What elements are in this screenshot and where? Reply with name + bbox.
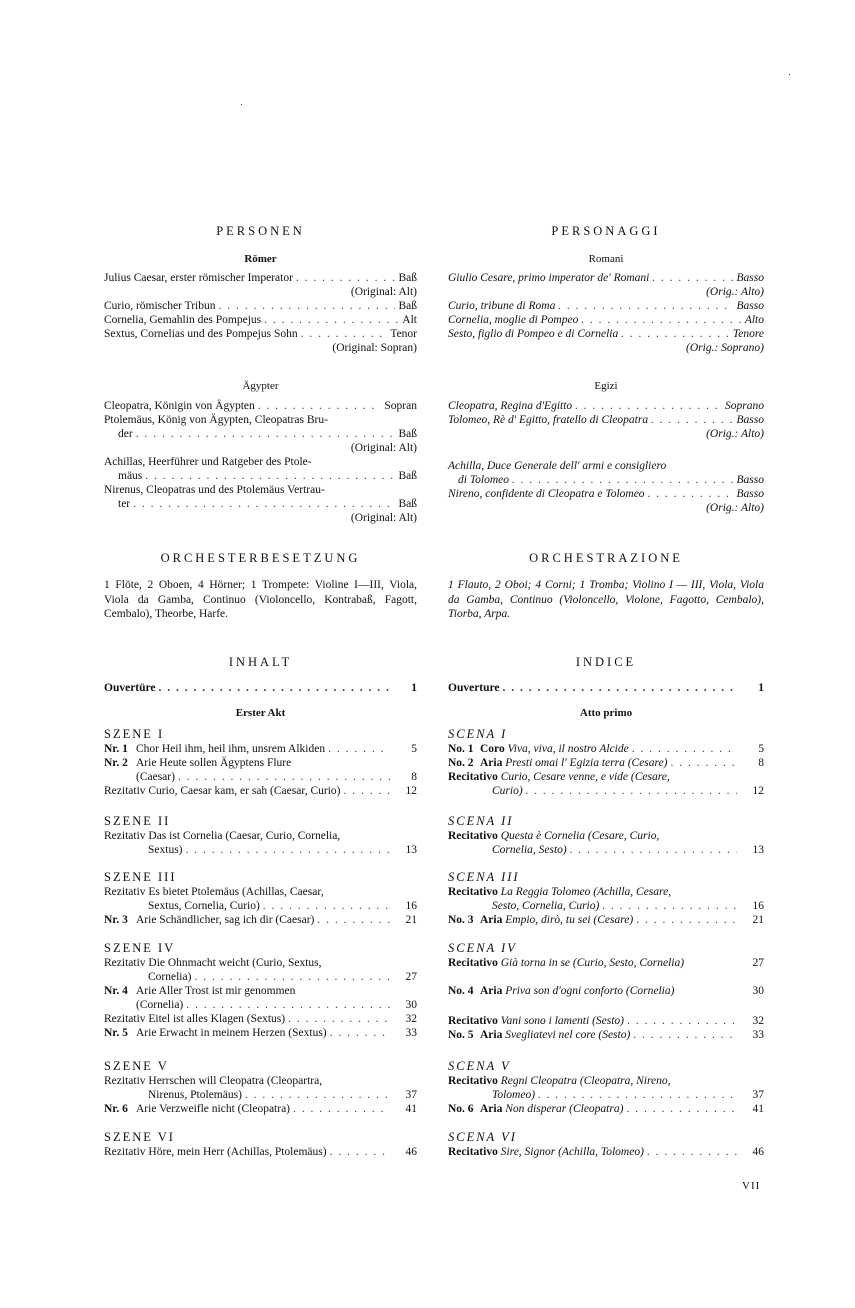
piece-type: Recitativo [448, 1015, 498, 1027]
toc-label: Arie Aller Trost ist mir genommen [136, 985, 296, 997]
toc-entry-continued [104, 998, 417, 1012]
toc-label: Non disperar (Cleopatra) [505, 1103, 624, 1115]
toc-label: Sextus) [148, 844, 183, 856]
page-number: 8 [411, 771, 417, 783]
toc-label: (Caesar) [136, 771, 175, 783]
page-number: 27 [405, 971, 417, 983]
number-label: Nr. 2 [104, 757, 128, 769]
role-name: Giulio Cesare, primo imperator de' Romani [448, 272, 650, 284]
role-name: Achillas, Heerführer und Ratgeber des Ptole- [104, 456, 312, 468]
role-name: Achilla, Duce Generale dell' armi e consigliero [448, 460, 667, 472]
voice-type: Basso [736, 300, 764, 312]
piece-type: Aria [480, 1029, 503, 1041]
page-number: 12 [752, 785, 764, 797]
page-number: 16 [752, 900, 764, 912]
toc-entry-continued [104, 970, 417, 984]
toc-entry-continued [104, 843, 417, 857]
cast-entry-continued [104, 427, 417, 441]
original-voice-note: (Orig.: Alto) [706, 286, 764, 298]
scene-heading: SZENE I [104, 727, 165, 741]
toc-label: Curio) [492, 785, 523, 797]
scene-heading: SCENA IV [448, 941, 517, 955]
piece-type: Recitativo [448, 886, 498, 898]
original-voice-note: (Original: Alt) [350, 442, 417, 454]
voice-type: Baß [398, 272, 417, 284]
toc-label: La Reggia Tolomeo (Achilla, Cesare, [500, 886, 672, 898]
voice-type: Basso [736, 488, 764, 500]
voice-type: Soprano [725, 400, 764, 412]
toc-entry [448, 770, 764, 784]
toc-label: Arie Erwacht in meinem Herzen (Sextus) [136, 1027, 327, 1039]
toc-label: Rezitativ Das ist Cornelia (Caesar, Curio, Cornelia, [104, 830, 341, 842]
page-number: 32 [405, 1013, 417, 1025]
page-number: 21 [752, 914, 764, 926]
number-label: No. 5 [448, 1029, 474, 1041]
toc-entry [448, 913, 764, 927]
toc-entry [104, 984, 417, 998]
orchestrazione-title: ORCHESTRAZIONE [529, 551, 683, 565]
page-number: 13 [405, 844, 417, 856]
toc-entry [448, 1028, 764, 1042]
voice-type: Basso [736, 474, 764, 486]
page-number: 13 [752, 844, 764, 856]
cast-entry [448, 299, 764, 313]
toc-scene-5 [104, 1059, 417, 1116]
page-number: 1 [411, 682, 417, 694]
toc-label: Cornelia, Sesto) [492, 844, 567, 856]
orchester-title: ORCHESTERBESETZUNG [160, 551, 361, 565]
piece-type: Recitativo [448, 830, 498, 842]
piece-type: Aria [480, 757, 503, 769]
original-voice-note: (Orig.: Alto) [706, 428, 764, 440]
toc-label: Viva, viva, il nostro Alcide [507, 743, 629, 755]
piece-type: Recitativo [448, 1146, 498, 1158]
cast-entry [448, 327, 764, 341]
role-name: Cornelia, moglie di Pompeo [448, 314, 579, 326]
role-name: der [118, 428, 133, 440]
toc-scene-4 [104, 941, 417, 1040]
orchestration-text: 1 Flauto, 2 Oboi; 4 Corni; 1 Tromba; Violino I — III, Viola, Viola da Gamba, Continuo (Violoncello, Violone, Fagotto, Cembalo), Tiorba, Arpa. [448, 579, 764, 620]
voice-type: Basso [736, 272, 764, 284]
page-number: 30 [752, 985, 764, 997]
scene-heading: SZENE III [104, 870, 177, 884]
toc-overture [104, 681, 417, 695]
scene-heading: SZENE II [104, 814, 171, 828]
number-label: Nr. 5 [104, 1027, 128, 1039]
toc-entry [104, 829, 417, 843]
toc-label: Curio, Cesare venne, e vide (Cesare, [500, 771, 670, 783]
toc-label: Rezitativ Höre, mein Herr (Achillas, Ptolemäus) [104, 1146, 327, 1158]
toc-scene-3 [448, 870, 764, 927]
original-voice-note: (Original: Sopran) [332, 342, 417, 354]
toc-label: Vani sono i lamenti (Sesto) [500, 1015, 624, 1027]
voice-type: Tenor [390, 328, 417, 340]
toc-label: Presti omai l' Egizia terra (Cesare) [505, 757, 668, 769]
voice-type: Basso [736, 414, 764, 426]
romans-heading: Römer [244, 253, 277, 265]
inhalt-title: INHALT [228, 655, 293, 669]
toc-label: Questa è Cornelia (Cesare, Curio, [500, 830, 660, 842]
role-name: Ptolemäus, König von Ägypten, Cleopatras Bru- [104, 414, 328, 426]
original-voice-note: (Original: Alt) [350, 512, 417, 524]
original-voice-note: (Original: Alt) [350, 286, 417, 298]
original-voice-note: (Orig.: Alto) [706, 502, 764, 514]
toc-entry [104, 1145, 417, 1159]
cast-entry-continued [448, 473, 764, 487]
cast-entry [448, 459, 764, 473]
role-name: Cleopatra, Königin von Ägypten [104, 400, 255, 412]
toc-label: Arie Verzweifle nicht (Cleopatra) [136, 1103, 291, 1115]
toc-label: Rezitativ Curio, Caesar kam, er sah (Caesar, Curio) [104, 785, 341, 797]
scan-speck [789, 74, 790, 75]
personaggi-title: PERSONAGGI [551, 224, 661, 238]
piece-type: Recitativo [448, 1075, 498, 1087]
page-number: 27 [752, 957, 764, 969]
egyptians-heading: Ägypter [242, 380, 279, 392]
piece-type: Recitativo [448, 957, 498, 969]
cast-list-romans [104, 271, 417, 355]
toc-label: Già torna in se (Curio, Sesto, Cornelia) [500, 957, 685, 969]
cast-entry [448, 399, 764, 413]
toc-entry [448, 984, 764, 998]
number-label: No. 4 [448, 985, 474, 997]
toc-entry-continued [104, 770, 417, 784]
act-heading: Erster Akt [235, 707, 286, 719]
page-number: 33 [405, 1027, 417, 1039]
page-number: 46 [752, 1146, 764, 1158]
role-name: Nireno, confidente di Cleopatra e Tolomeo [448, 488, 645, 500]
page-number: 1 [758, 682, 764, 694]
piece-type: Recitativo [448, 771, 498, 783]
toc-label: Rezitativ Die Ohnmacht weicht (Curio, Sextus, [104, 957, 322, 969]
toc-label: Arie Schändlicher, sag ich dir (Caesar) [136, 914, 315, 926]
piece-type: Aria [480, 914, 503, 926]
voice-type: Baß [398, 470, 417, 482]
toc-entry [104, 913, 417, 927]
number-label: No. 3 [448, 914, 474, 926]
role-name: Julius Caesar, erster römischer Imperator [104, 272, 293, 284]
page-number: 41 [752, 1103, 764, 1115]
cast-entry [448, 487, 764, 501]
number-label: No. 1 [448, 743, 474, 755]
right-column [448, 0, 764, 1308]
toc-label: (Cornelia) [136, 999, 184, 1011]
page-number: 21 [405, 914, 417, 926]
voice-type: Baß [398, 498, 417, 510]
toc-entry [104, 1026, 417, 1040]
scene-heading: SCENA III [448, 870, 520, 884]
toc-scene-1 [104, 727, 417, 798]
toc-overture [448, 681, 764, 695]
toc-entry-continued [448, 784, 764, 798]
number-label: No. 2 [448, 757, 474, 769]
number-label: Nr. 4 [104, 985, 128, 997]
toc-label: Rezitativ Eitel ist alles Klagen (Sextus) [104, 1013, 286, 1025]
toc-entry [448, 1074, 764, 1088]
toc-label: Ouverture [448, 682, 500, 694]
toc-scene-1 [448, 727, 764, 798]
number-label: Nr. 6 [104, 1103, 128, 1115]
toc-entry [104, 681, 417, 695]
toc-label: Cornelia) [148, 971, 192, 983]
toc-entry [448, 1102, 764, 1116]
page-number: 37 [405, 1089, 417, 1101]
piece-type: Coro [480, 743, 505, 755]
toc-label: Rezitativ Herrschen will Cleopatra (Cleopartra, [104, 1075, 323, 1087]
toc-label: Sesto, Cornelia, Curio) [492, 900, 600, 912]
toc-label: Empio, dirò, tu sei (Cesare) [505, 914, 634, 926]
toc-scene-3 [104, 870, 417, 927]
toc-entry [104, 956, 417, 970]
toc-entry [448, 885, 764, 899]
page-number: 16 [405, 900, 417, 912]
toc-entry [448, 756, 764, 770]
original-voice-note: (Orig.: Soprano) [686, 342, 764, 354]
role-name: ter [118, 498, 131, 510]
cast-entry [104, 327, 417, 341]
toc-label: Chor Heil ihm, heil ihm, unsrem Alkiden [136, 743, 326, 755]
cast-entry [104, 413, 417, 427]
role-name: Cleopatra, Regina d'Egitto [448, 400, 573, 412]
orchestration-text: 1 Flöte, 2 Oboen, 4 Hörner; 1 Trompete: Violine I—III, Viola, Viola da Gamba, Continuo (Violoncello, Kontrabaß, Fagott, Cembalo), Theorbe, Harfe. [104, 579, 417, 620]
voice-type: Baß [398, 428, 417, 440]
toc-scene-4 [448, 941, 764, 1042]
toc-scene-6 [448, 1130, 764, 1159]
scene-heading: SCENA V [448, 1059, 511, 1073]
role-name: Sextus, Cornelias und des Pompejus Sohn [104, 328, 298, 340]
page-number: 37 [752, 1089, 764, 1101]
role-name: Curio, römischer Tribun [104, 300, 216, 312]
toc-entry [448, 829, 764, 843]
voice-type: Alt [402, 314, 417, 326]
toc-scene-6 [104, 1130, 417, 1159]
toc-label: Regni Cleopatra (Cleopatra, Nireno, [500, 1075, 671, 1087]
cast-entry [104, 271, 417, 285]
romani-heading: Romani [588, 253, 624, 265]
toc-label: Priva son d'ogni conforto (Cornelia) [505, 985, 675, 997]
cast-entry-continued [104, 497, 417, 511]
voice-type: Sopran [384, 400, 417, 412]
cast-entry [104, 399, 417, 413]
toc-entry [448, 1145, 764, 1159]
toc-entry [448, 1014, 764, 1028]
toc-entry-continued [448, 1088, 764, 1102]
page-number: 30 [405, 999, 417, 1011]
page-number: 41 [405, 1103, 417, 1115]
scene-heading: SZENE V [104, 1059, 169, 1073]
toc-entry [104, 1074, 417, 1088]
scene-heading: SZENE IV [104, 941, 176, 955]
toc-label: Arie Heute sollen Ägyptens Flure [136, 757, 292, 769]
scene-heading: SCENA VI [448, 1130, 517, 1144]
page-number: 5 [411, 743, 417, 755]
voice-type: Baß [398, 300, 417, 312]
toc-scene-2 [104, 814, 417, 857]
toc-scene-5 [448, 1059, 764, 1116]
cast-list-romani [448, 271, 764, 355]
toc-entry [448, 681, 764, 695]
toc-entry [104, 1012, 417, 1026]
left-column [104, 0, 417, 1308]
toc-label: Sire, Signor (Achilla, Tolomeo) [500, 1146, 644, 1158]
page-number: 46 [405, 1146, 417, 1158]
piece-type: Aria [480, 1103, 503, 1115]
toc-entry [104, 885, 417, 899]
page-number: 33 [752, 1029, 764, 1041]
cast-entry-continued [104, 469, 417, 483]
page-number: 12 [405, 785, 417, 797]
toc-label: Nirenus, Ptolemäus) [148, 1089, 242, 1101]
toc-scene-2 [448, 814, 764, 857]
piece-type: Aria [480, 985, 503, 997]
toc-label: Rezitativ Es bietet Ptolemäus (Achillas, Caesar, [104, 886, 324, 898]
egizi-heading: Egizi [594, 380, 618, 392]
personen-title: PERSONEN [216, 224, 305, 238]
toc-label: Svegliatevi nel core (Sesto) [505, 1029, 631, 1041]
cast-entry [448, 413, 764, 427]
cast-entry [104, 299, 417, 313]
toc-entry-continued [448, 843, 764, 857]
scene-heading: SCENA II [448, 814, 514, 828]
act-heading: Atto primo [579, 707, 633, 719]
page-number: 8 [758, 757, 764, 769]
page-number-footer: VII [742, 1180, 761, 1192]
role-name: Sesto, figlio di Pompeo e di Cornelia [448, 328, 619, 340]
cast-entry [104, 313, 417, 327]
toc-entry [448, 956, 764, 970]
role-name: Nirenus, Cleopatras und des Ptolemäus Vertrau- [104, 484, 325, 496]
voice-type: Tenore [732, 328, 764, 340]
toc-label: Tolomeo) [492, 1089, 536, 1101]
scene-heading: SCENA I [448, 727, 508, 741]
toc-entry-continued [104, 899, 417, 913]
role-name: Cornelia, Gemahlin des Pompejus [104, 314, 262, 326]
page-number: 32 [752, 1015, 764, 1027]
voice-type: Alto [744, 314, 764, 326]
cast-entry [448, 313, 764, 327]
toc-entry [448, 742, 764, 756]
role-name: Tolomeo, Rè d' Egitto, fratello di Cleopatra [448, 414, 649, 426]
indice-title: INDICE [575, 655, 637, 669]
cast-entry [104, 483, 417, 497]
scene-heading: SZENE VI [104, 1130, 175, 1144]
role-name: mäus [118, 470, 143, 482]
toc-entry [104, 756, 417, 770]
toc-entry [104, 784, 417, 798]
number-label: Nr. 3 [104, 914, 128, 926]
toc-label: Sextus, Cornelia, Curio) [148, 900, 260, 912]
number-label: Nr. 1 [104, 743, 128, 755]
role-name: di Tolomeo [458, 474, 510, 486]
cast-list-egyptians [104, 399, 417, 525]
page-number: 5 [758, 743, 764, 755]
toc-entry-continued [104, 1088, 417, 1102]
cast-list-egizi [448, 399, 764, 515]
cast-entry [104, 455, 417, 469]
number-label: No. 6 [448, 1103, 474, 1115]
toc-entry [104, 1102, 417, 1116]
role-name: Curio, tribune di Roma [448, 300, 556, 312]
cast-entry [448, 271, 764, 285]
toc-entry [104, 742, 417, 756]
toc-entry-continued [448, 899, 764, 913]
toc-label: Ouvertüre [104, 682, 156, 694]
